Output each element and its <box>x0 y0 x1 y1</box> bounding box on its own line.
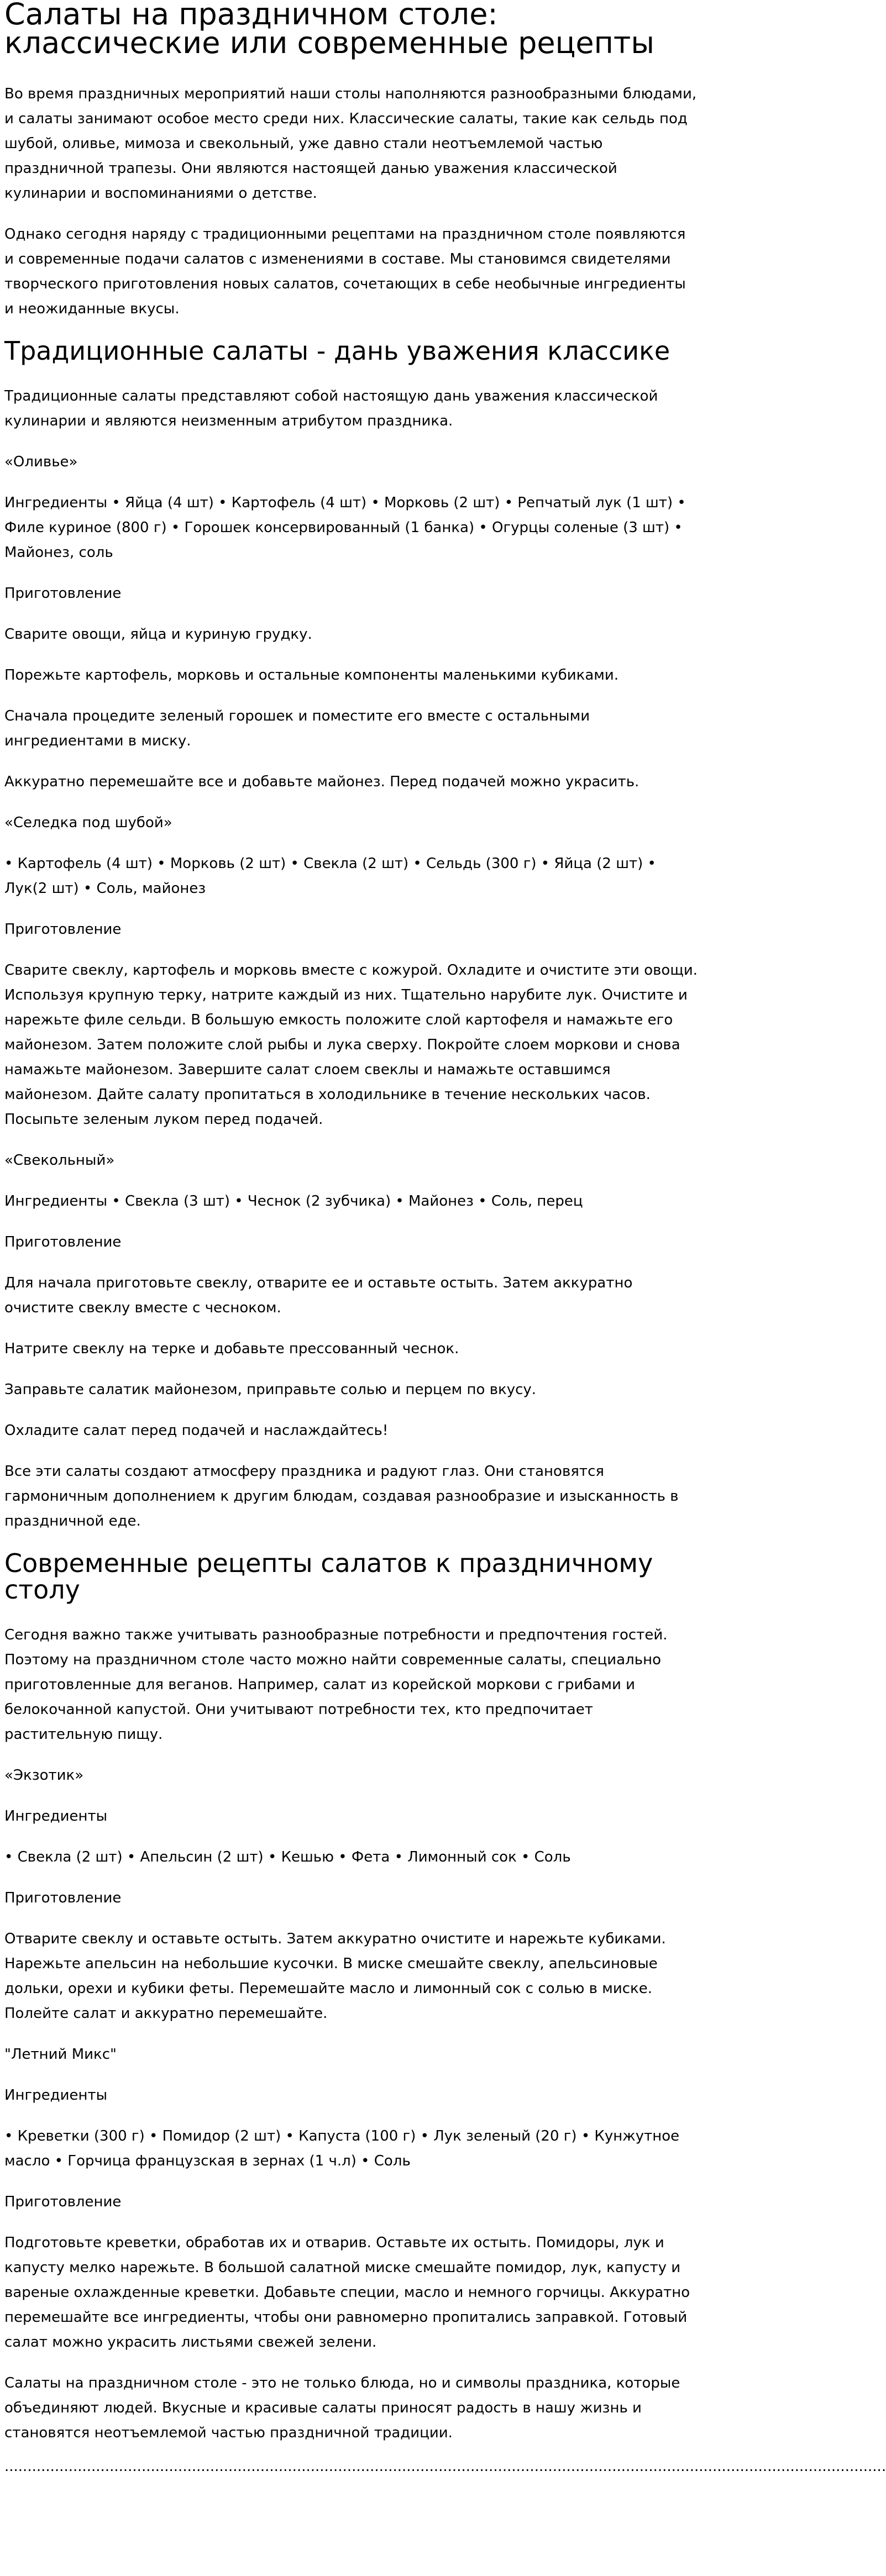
step: Натрите свеклу на терке и добавьте прессованный чеснок. <box>4 1340 459 1357</box>
paragraph: Все эти салаты создают атмосферу праздника и радуют глаз. Они становятся гармоничным дополнением к другим блюдам, создавая разнообразие и изысканность в праздничной еде. <box>4 1463 679 1529</box>
recipe-title: «Оливье» <box>4 454 78 470</box>
preparation-label: Приготовление <box>4 1890 122 1906</box>
intro-paragraph: Однако сегодня наряду с традиционными рецептами на праздничном столе появляются и современные подачи салатов с изменениями в составе. Мы становимся свидетелями творческого приготовления новых салатов, сочетающих в себе необычные ингредиенты и неожиданные вкусы. <box>4 226 686 317</box>
step: Сварите свеклу, картофель и морковь вместе с кожурой. Охладите и очистите эти овощи. Используя крупную терку, натрите каждый из них. Тщательно нарубите лук. Очистите и нарежьте филе сельди. В большую емкость положите слой картофеля и намажьте его майонезом. Затем положите слой рыбы и лука сверху. Покройте слоем моркови и снова намажьте майонезом. Завершите салат слоем свеклы и намажьте оставшимся майонезом. Дайте салату пропитаться в холодильнике в течение нескольких часов. Посыпьте зеленым луком перед подачей. <box>4 962 698 1128</box>
step: Заправьте салатик майонезом, приправьте солью и перцем по вкусу. <box>4 1381 537 1398</box>
preparation-label: Приготовление <box>4 2194 122 2210</box>
step: Сварите овощи, яйца и куриную грудку. <box>4 626 312 643</box>
intro <box>4 82 698 322</box>
paragraph: Традиционные салаты представляют собой настоящую дань уважения классической кулинарии и являются неизменным атрибутом праздника. <box>4 388 658 429</box>
step: Охладите салат перед подачей и наслаждайтесь! <box>4 1422 389 1439</box>
ingredients: • Картофель (4 шт) • Морковь (2 шт) • Свекла (2 шт) • Сельдь (300 г) • Яйца (2 шт) • Лук(2 шт) • Соль, майонез <box>4 855 656 897</box>
step: Отварите свеклу и оставьте остыть. Затем аккуратно очистите и нарежьте кубиками. Нарежьте апельсин на небольшие кусочки. В миске смешайте свеклу, апельсиновые дольки, орехи и кубики феты. Перемешайте масло и лимонный сок с солью в миске. Полейте салат и аккуратно перемешайте. <box>4 1931 666 2022</box>
ingredients: Ингредиенты • Свекла (3 шт) • Чеснок (2 зубчика) • Майонез • Соль, перец <box>4 1193 583 1210</box>
preparation-label: Приготовление <box>4 921 122 938</box>
step: Подготовьте креветки, обработав их и отварив. Оставьте их остыть. Помидоры, лук и капусту мелко нарежьте. В большой салатной миске смешайте помидор, лук, капусту и вареные охлажденные креветки. Добавьте специи, масло и немного горчицы. Аккуратно перемешайте все ингредиенты, чтобы они равномерно пропитались заправкой. Готовый салат можно украсить листьями свежей зелени. <box>4 2235 690 2351</box>
paragraph: Салаты на праздничном столе - это не только блюда, но и символы праздника, которые объединяют людей. Вкусные и красивые салаты приносят радость в нашу жизнь и становятся неотъемлемой частью праздничной традиции. <box>4 2375 680 2441</box>
section-heading: Традиционные салаты - дань уважения классике <box>4 336 670 366</box>
recipe-title: «Свекольный» <box>4 1152 115 1169</box>
section-traditional <box>4 338 698 1534</box>
ingredients: • Свекла (2 шт) • Апельсин (2 шт) • Кешью • Фета • Лимонный сок • Соль <box>4 1849 571 1865</box>
ingredients: Ингредиенты • Яйца (4 шт) • Картофель (4 шт) • Морковь (2 шт) • Репчатый лук (1 шт) • Филе куриное (800 г) • Горошек консервированный (1 банка) • Огурцы соленые (3 шт) • Майонез, соль <box>4 495 686 561</box>
ingredients: • Креветки (300 г) • Помидор (2 шт) • Капуста (100 г) • Лук зеленый (20 г) • Кунжутное масло • Горчица французская в зернах (1 ч.л) • Соль <box>4 2128 680 2169</box>
ingredients-label: Ингредиенты <box>4 2087 108 2104</box>
step: Сначала процедите зеленый горошек и поместите его вместе с остальными ингредиентами в миску. <box>4 708 590 749</box>
ingredients-label: Ингредиенты <box>4 1808 108 1825</box>
dotted-separator: ................................................................................................................................................................................................. <box>4 2458 886 2475</box>
step: Аккуратно перемешайте все и добавьте майонез. Перед подачей можно украсить. <box>4 774 639 790</box>
step: Порежьте картофель, морковь и остальные компоненты маленькими кубиками. <box>4 667 619 684</box>
paragraph: Сегодня важно также учитывать разнообразные потребности и предпочтения гостей. Поэтому на праздничном столе часто можно найти современные салаты, специально приготовленные для веганов. Например, салат из корейской моркови с грибами и белокочанной капустой. Они учитывают потребности тех, кто предпочитает растительную пищу. <box>4 1627 668 1743</box>
section-heading: Современные рецепты салатов к праздничному столу <box>4 1548 653 1605</box>
recipe-title: "Летний Микс" <box>4 2046 117 2063</box>
section-modern <box>4 1550 698 2446</box>
page-title: Салаты на праздничном столе: классические или современные рецепты <box>4 0 655 60</box>
intro-paragraph: Во время праздничных мероприятий наши столы наполняются разнообразными блюдами, и салаты занимают особое место среди них. Классические салаты, такие как сельдь под шубой, оливье, мимоза и свекольный, уже давно стали неотъемлемой частью праздничной трапезы. Они являются настоящей данью уважения классической кулинарии и воспоминаниями о детстве. <box>4 86 697 202</box>
recipe-title: «Селедка под шубой» <box>4 814 172 831</box>
preparation-label: Приготовление <box>4 585 122 602</box>
step: Для начала приготовьте свеклу, отварите ее и оставьте остыть. Затем аккуратно очистите свеклу вместе с чесноком. <box>4 1275 633 1316</box>
preparation-label: Приготовление <box>4 1234 122 1250</box>
recipe-title: «Экзотик» <box>4 1767 84 1784</box>
